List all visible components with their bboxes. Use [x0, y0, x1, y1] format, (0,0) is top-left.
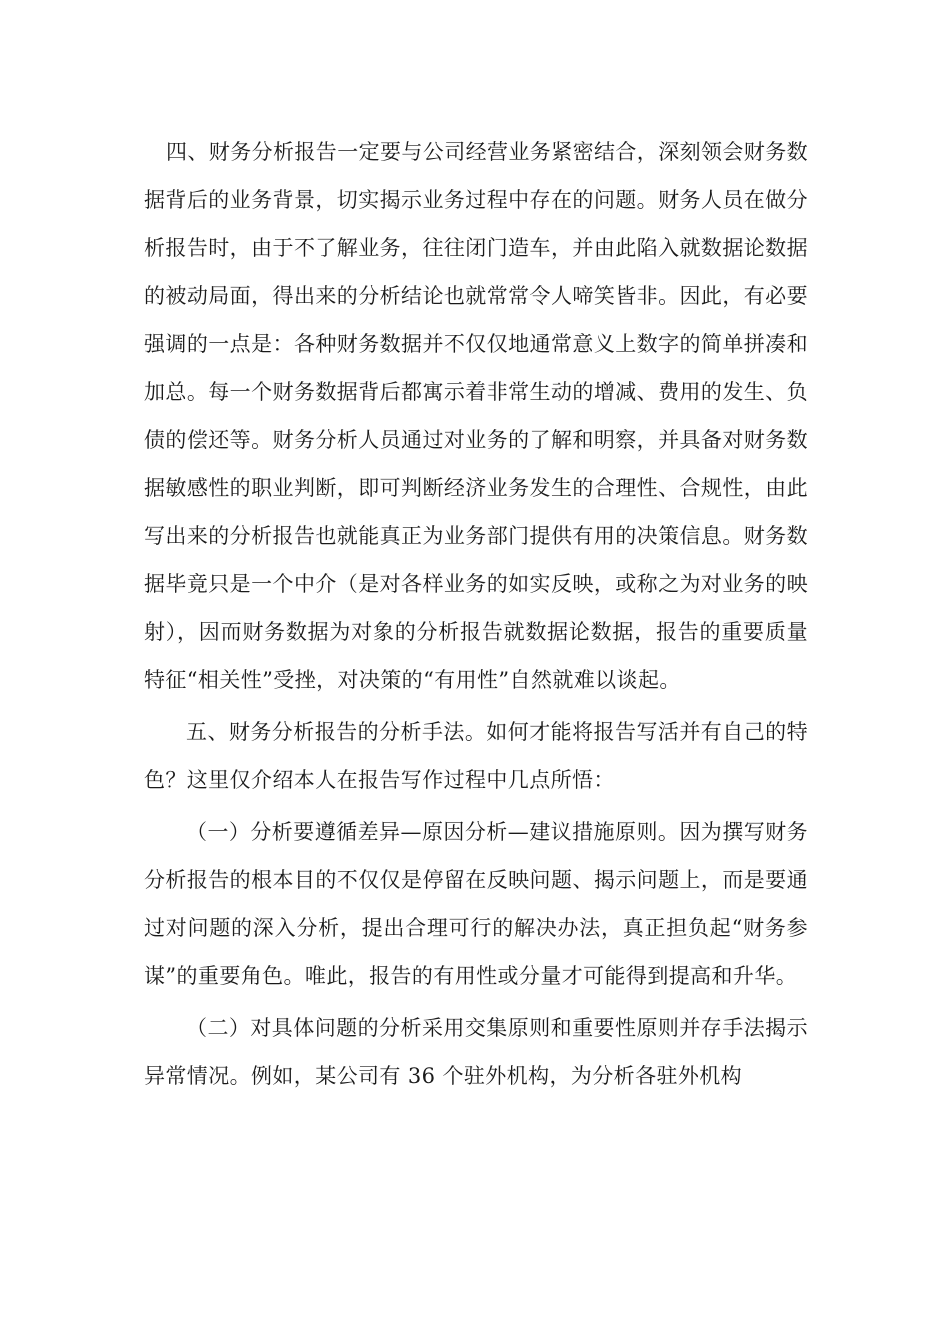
paragraph-subsection-1: （一）分析要遵循差异—原因分析—建议措施原则。因为撰写财务分析报告的根本目的不仅仅是停留在反映问题、揭示问题上，而是要通过对问题的深入分析，提出合理可行的解决办法，真正担负起“财务参谋”的重要角色。唯此，报告的有用性或分量才可能得到提高和升华。 — [144, 820, 808, 988]
document-body — [144, 128, 808, 1104]
paragraph-section-4: 四、财务分析报告一定要与公司经营业务紧密结合，深刻领会财务数据背后的业务背景，切实揭示业务过程中存在的问题。财务人员在做分析报告时，由于不了解业务，往往闭门造车，并由此陷入就数据论数据的被动局面，得出来的分析结论也就常常令人啼笑皆非。因此，有必要强调的一点是：各种财务数据并不仅仅地通常意义上数字的简单拼凑和加总。每一个财务数据背后都寓示着非常生动的增减、费用的发生、负债的偿还等。财务分析人员通过对业务的了解和明察，并具备对财务数据敏感性的职业判断，即可判断经济业务发生的合理性、合规性，由此写出来的分析报告也就能真正为业务部门提供有用的决策信息。财务数据毕竟只是一个中介（是对各样业务的如实反映，或称之为对业务的映射），因而财务数据为对象的分析报告就数据论数据，报告的重要质量特征“相关性”受挫，对决策的“有用性”自然就难以谈起。 — [144, 140, 808, 692]
paragraph-subsection-2: （二）对具体问题的分析采用交集原则和重要性原则并存手法揭示异常情况。例如，某公司有 36 个驻外机构，为分析各驻外机构 — [144, 1016, 808, 1088]
paragraph-section-5: 五、财务分析报告的分析手法。如何才能将报告写活并有自己的特色？这里仅介绍本人在报告写作过程中几点所悟： — [144, 720, 808, 792]
